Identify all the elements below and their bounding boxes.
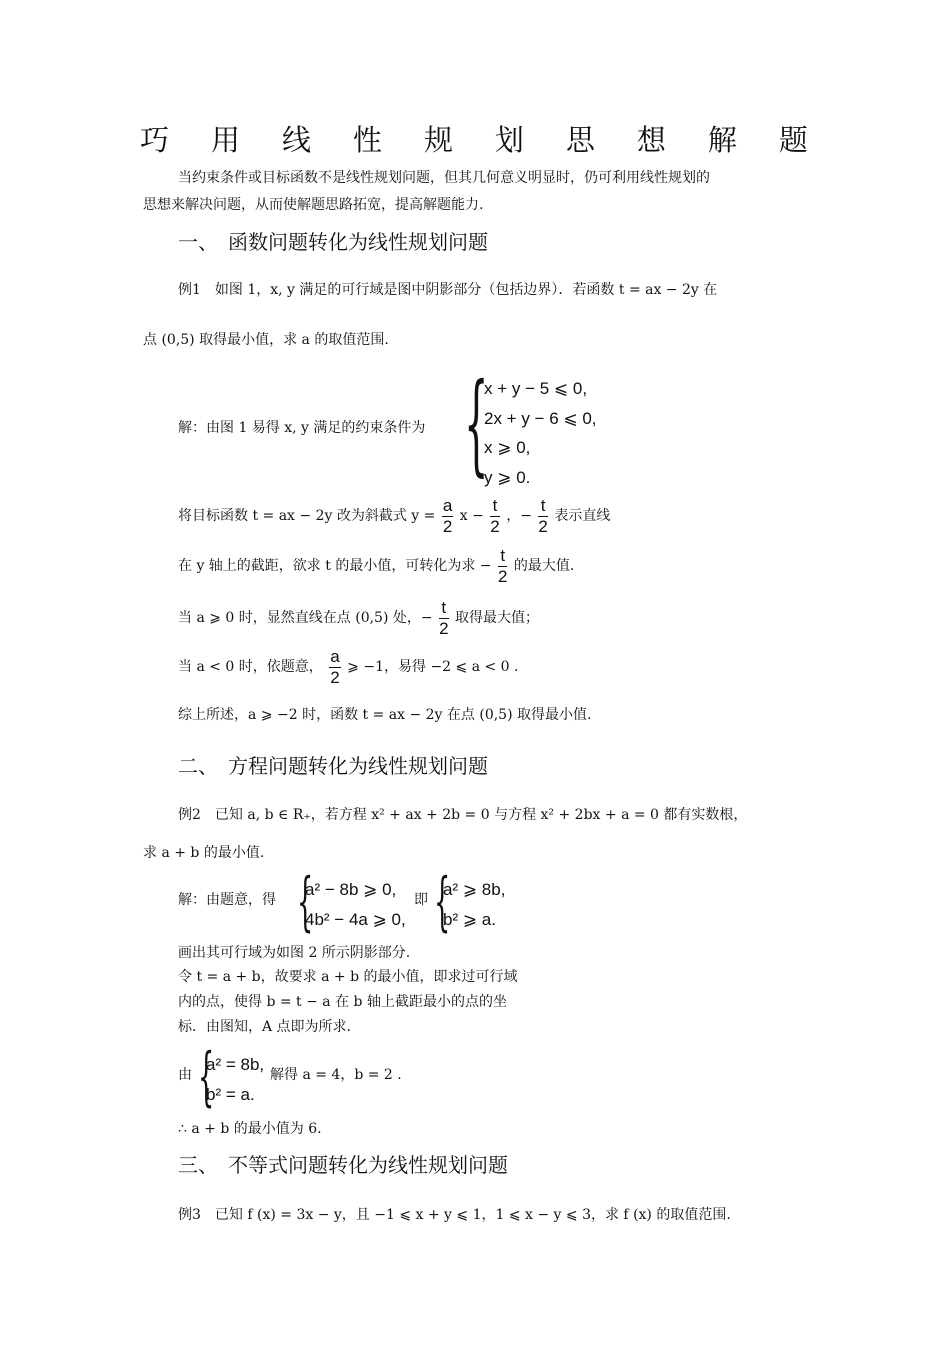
- fraction: [439, 598, 448, 639]
- derivation-line: [178, 596, 539, 640]
- text-segment: 当 a ⩾ 0 时，显然直线在点 (0,5) 处，−: [178, 610, 433, 626]
- constraint-row: a² ⩾ 8b,: [443, 880, 506, 899]
- text-segment: 表示直线: [554, 508, 611, 524]
- text-segment: 由: [178, 1067, 192, 1083]
- example-text: 求 a + b 的最小值.: [143, 845, 265, 861]
- derivation-line: [178, 645, 519, 689]
- text-segment: ⩾ −1，易得 −2 ⩽ a < 0 .: [347, 659, 519, 675]
- numerator: a: [442, 495, 453, 515]
- solution-lead: 解：由题意，得: [178, 892, 276, 908]
- title-char: 想: [636, 123, 666, 157]
- summary-line: 综上所述，a ⩾ −2 时，函数 t = ax − 2y 在点 (0,5) 取得最小值.: [178, 707, 592, 723]
- constraint-row: x + y − 5 ⩽ 0,: [484, 379, 588, 398]
- constraint-row: b² = a.: [206, 1085, 255, 1104]
- brace-icon: {: [434, 865, 451, 939]
- constraint-row: 2x + y − 6 ⩽ 0,: [484, 408, 597, 428]
- example-text: 点 (0,5) 取得最小值，求 a 的取值范围.: [143, 332, 389, 348]
- fraction: [329, 647, 340, 688]
- paragraph-line: 内的点，使得 b = t − a 在 b 轴上截距最小的点的坐: [178, 994, 507, 1010]
- title-char: 规: [423, 123, 453, 157]
- section-heading: 三、 不等式问题转化为线性规划问题: [178, 1153, 508, 1177]
- solution-result: 解得 a = 4，b = 2 .: [270, 1067, 402, 1083]
- section-heading: 二、 方程问题转化为线性规划问题: [178, 754, 488, 778]
- text-segment: 的最大值.: [513, 558, 575, 574]
- intro-line: 思想来解决问题，从而使解题思路拓宽，提高解题能力.: [143, 197, 484, 213]
- title-char: 题: [778, 123, 808, 157]
- denominator: 2: [538, 516, 548, 536]
- title-char: 用: [210, 123, 240, 157]
- constraint-row: a² − 8b ⩾ 0,: [305, 880, 397, 899]
- text-segment: ，−: [506, 508, 532, 524]
- numerator: t: [490, 496, 499, 517]
- numerator: t: [439, 598, 448, 619]
- brace-icon: {: [297, 865, 314, 939]
- numerator: a: [330, 646, 340, 666]
- denominator: 2: [439, 618, 449, 638]
- constraint-row: b² ⩾ a.: [443, 910, 496, 929]
- fraction: [498, 546, 507, 587]
- constraint-row: x ⩾ 0,: [484, 438, 531, 457]
- numerator: t: [538, 496, 547, 517]
- constraint-row: 4b² − 4a ⩾ 0,: [305, 910, 406, 929]
- derivation-line: [178, 494, 610, 538]
- title-char: 巧: [140, 123, 170, 157]
- title-char: 解: [707, 123, 737, 157]
- denominator: 2: [497, 566, 508, 586]
- page-title: [140, 118, 808, 162]
- numerator: t: [498, 546, 507, 567]
- title-char: 思: [565, 123, 595, 157]
- brace-icon: {: [464, 359, 489, 487]
- intro-line: 当约束条件或目标函数不是线性规划问题，但其几何意义明显时，仍可利用线性规划的: [178, 170, 710, 186]
- conclusion-line: ∴ a + b 的最小值为 6.: [178, 1121, 322, 1137]
- section-heading: 一、 函数问题转化为线性规划问题: [178, 230, 488, 254]
- brace-icon: {: [198, 1040, 215, 1114]
- text-segment: x −: [459, 508, 484, 524]
- constraint-row: y ⩾ 0.: [484, 467, 531, 487]
- title-char: 划: [494, 123, 524, 157]
- text-segment: 取得最大值；: [454, 610, 539, 626]
- example-text: 例2 已知 a, b ∈ R₊，若方程 x² + ax + 2b = 0 与方程 x² + 2bx + a = 0 都有实数根，: [178, 807, 748, 823]
- paragraph-line: 画出其可行域为如图 2 所示阴影部分.: [178, 945, 411, 961]
- example-text: 例3 已知 f (x) = 3x − y，且 −1 ⩽ x + y ⩽ 1，1 ⩽ x − y ⩽ 3，求 f (x) 的取值范围.: [178, 1207, 731, 1223]
- fraction: [538, 496, 547, 537]
- text-segment: 当 a < 0 时，依题意，: [178, 659, 323, 675]
- constraint-system: [484, 374, 597, 492]
- fraction: [442, 496, 453, 537]
- derivation-line: [178, 544, 574, 588]
- paragraph-line: 令 t = a + b，故要求 a + b 的最小值，即求过可行域: [178, 969, 518, 985]
- denominator: 2: [330, 667, 340, 687]
- constraint-system: [305, 875, 406, 935]
- denominator: 2: [490, 516, 500, 536]
- text-segment: 即: [414, 892, 428, 908]
- constraint-system: [443, 875, 505, 935]
- example-text: 例1 如图 1，x, y 满足的可行域是图中阴影部分（包括边界）．若函数 t = ax − 2y 在: [178, 282, 718, 298]
- denominator: 2: [442, 516, 453, 536]
- constraint-row: a² = 8b,: [206, 1055, 265, 1074]
- text-segment: 在 y 轴上的截距，欲求 t 的最小值，可转化为求 −: [178, 558, 492, 574]
- text-segment: 将目标函数 t = ax − 2y 改为斜截式 y =: [178, 508, 436, 524]
- fraction: [490, 496, 499, 537]
- title-char: 性: [352, 123, 382, 157]
- paragraph-line: 标．由图知，A 点即为所求.: [178, 1019, 352, 1035]
- solution-lead: 解：由图 1 易得 x, y 满足的约束条件为: [178, 420, 426, 436]
- title-char: 线: [281, 123, 311, 157]
- constraint-system: [206, 1050, 264, 1110]
